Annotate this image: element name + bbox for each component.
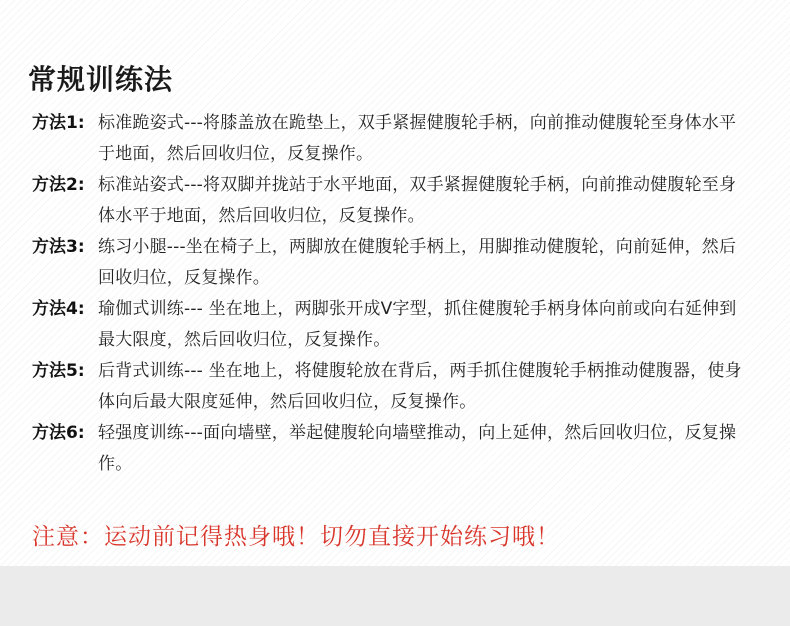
method-text: 标准站姿式---将双脚并拢站于水平地面，双手紧握健腹轮手柄，向前推动健腹轮至身体水平于地面，然后回收归位，反复操作。: [98, 175, 737, 226]
method-item: [32, 356, 762, 418]
method-label: 方法6:: [32, 423, 85, 443]
notice-text: 注意：运动前记得热身哦！切勿直接开始练习哦！: [32, 524, 560, 550]
method-list: [32, 108, 762, 480]
method-label: 方法2:: [32, 175, 85, 195]
method-text: 练习小腿---坐在椅子上，两脚放在健腹轮手柄上，用脚推动健腹轮，向前延伸，然后回收归位，反复操作。: [98, 237, 737, 288]
method-item: [32, 170, 762, 232]
method-label: 方法1:: [32, 113, 85, 133]
method-label: 方法5:: [32, 361, 85, 381]
page-title: 常规训练法: [28, 63, 174, 96]
method-text: 标准跪姿式---将膝盖放在跪垫上，双手紧握健腹轮手柄，向前推动健腹轮至身体水平于地面，然后回收归位，反复操作。: [98, 113, 737, 164]
method-item: [32, 232, 762, 294]
method-item: [32, 418, 762, 480]
method-label: 方法3:: [32, 237, 85, 257]
method-text: 瑜伽式训练--- 坐在地上，两脚张开成V字型，抓住健腹轮手柄身体向前或向右延伸到最大限度，然后回收归位，反复操作。: [98, 299, 737, 350]
method-label: 方法4:: [32, 299, 85, 319]
method-text: 轻强度训练---面向墙壁，举起健腹轮向墙壁推动，向上延伸，然后回收归位，反复操作。: [98, 423, 737, 474]
method-text: 后背式训练--- 坐在地上，将健腹轮放在背后，两手抓住健腹轮手柄推动健腹器，使身体向后最大限度延伸，然后回收归位，反复操作。: [98, 361, 742, 412]
method-item: [32, 294, 762, 356]
method-item: [32, 108, 762, 170]
footer-band: [0, 566, 790, 626]
